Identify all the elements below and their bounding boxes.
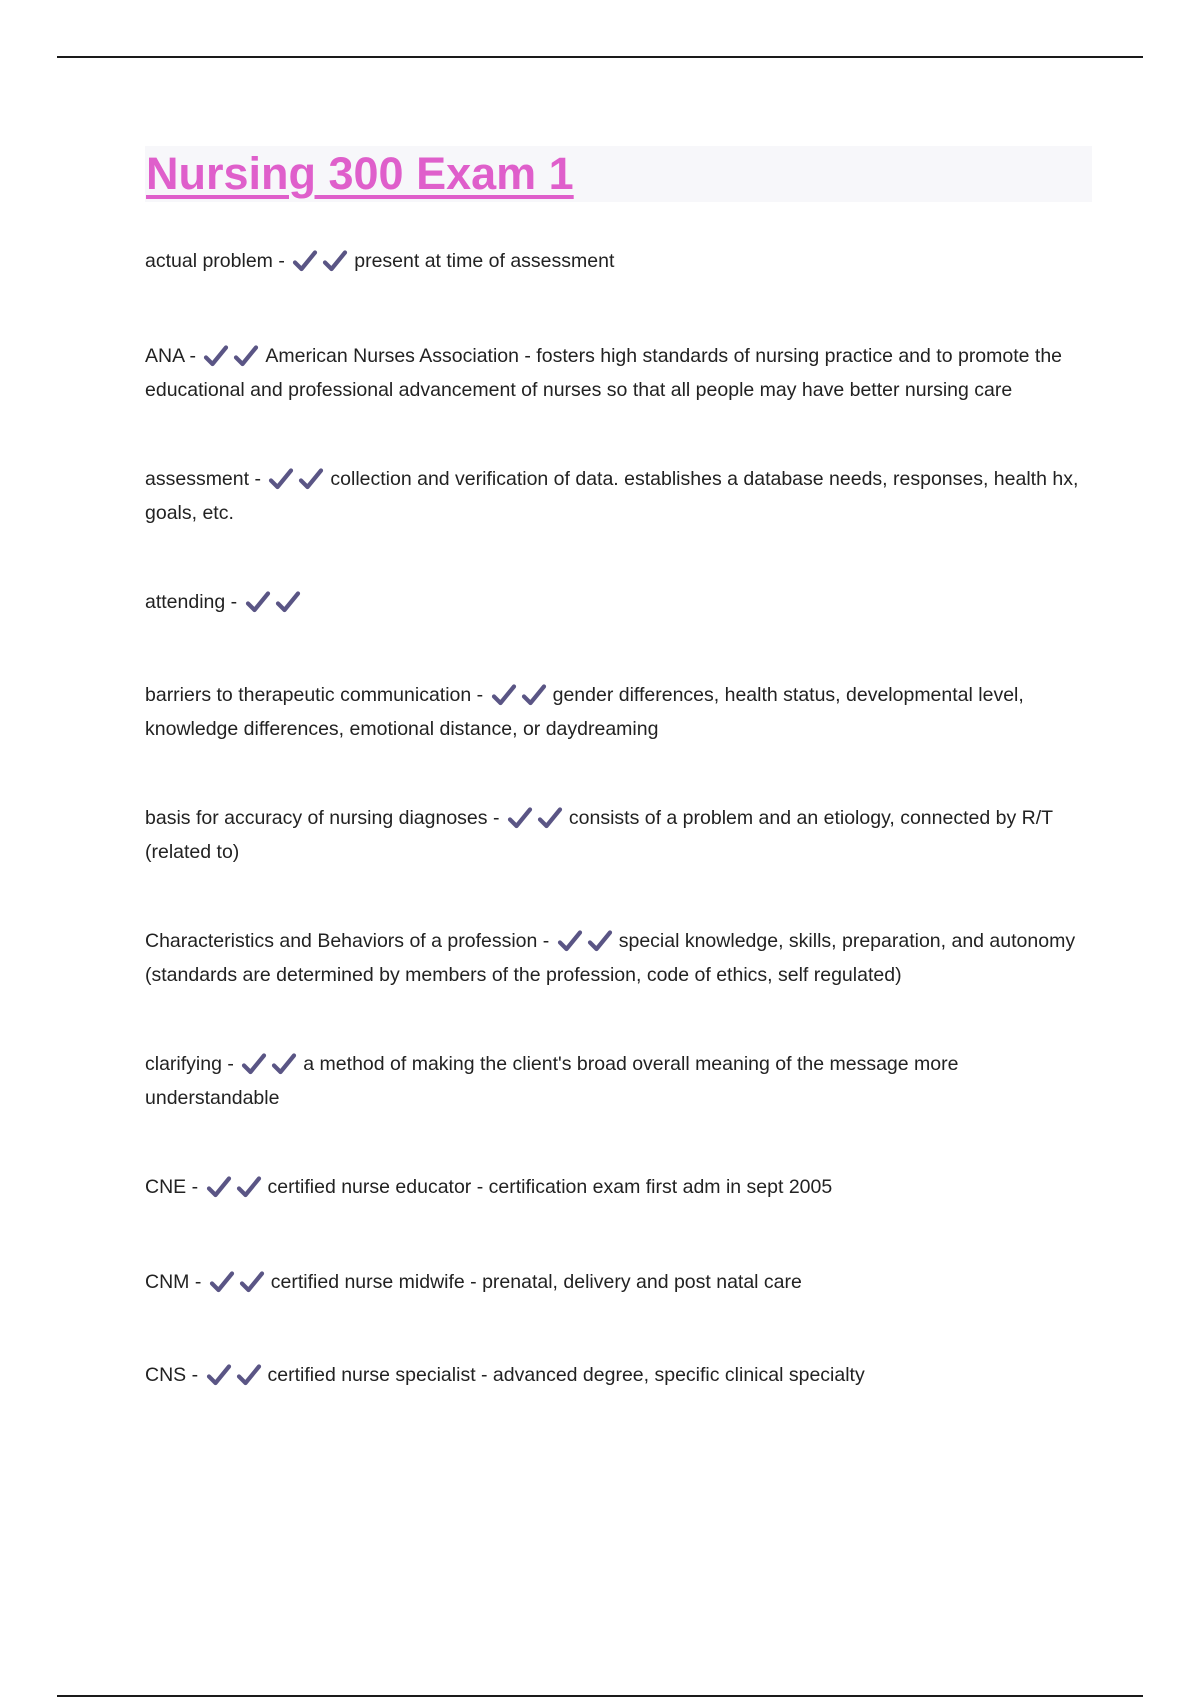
entry-term: CNM — [145, 1271, 190, 1293]
check-mark-icon — [236, 1363, 262, 1387]
check-pair — [209, 1270, 269, 1301]
entry-term: CNE — [145, 1176, 187, 1198]
entry-separator: - — [186, 1176, 204, 1198]
check-mark-icon — [298, 467, 324, 491]
entry-definition: certified nurse midwife - prenatal, delivery and post natal care — [270, 1271, 802, 1293]
entry-definition: a method of making the client's broad overall meaning of the message more understandable — [145, 1053, 959, 1109]
check-mark-icon — [587, 929, 613, 953]
check-pair — [241, 1052, 301, 1083]
check-pair — [203, 344, 263, 375]
entry-separator: - — [537, 930, 555, 952]
entry-separator: - — [471, 684, 489, 706]
check-mark-icon — [322, 249, 348, 273]
check-mark-icon — [268, 467, 294, 491]
check-mark-icon — [521, 683, 547, 707]
list-item — [145, 680, 1095, 745]
list-item — [145, 1360, 1095, 1394]
check-pair — [557, 929, 617, 960]
check-mark-icon — [209, 1270, 235, 1294]
entry-separator: - — [272, 250, 291, 272]
entry-term: attending — [145, 591, 226, 613]
entry-definition: consists of a problem and an etiology, connected by R/T (related to) — [145, 807, 1053, 863]
check-pair — [507, 806, 567, 837]
check-mark-icon — [206, 1363, 232, 1387]
list-item — [145, 1267, 1095, 1301]
entry-term: Characteristics and Behaviors of a profession — [145, 930, 538, 952]
list-item — [145, 246, 1095, 280]
check-mark-icon — [239, 1270, 265, 1294]
entry-term: clarifying — [145, 1053, 222, 1075]
entry-term: actual problem — [145, 250, 273, 272]
check-mark-icon — [275, 590, 301, 614]
entry-separator: - — [249, 468, 267, 490]
list-item — [145, 803, 1095, 868]
check-mark-icon — [233, 344, 259, 368]
check-pair — [206, 1363, 266, 1394]
check-mark-icon — [491, 683, 517, 707]
entry-separator: - — [186, 1364, 204, 1386]
check-mark-icon — [292, 249, 318, 273]
entry-definition: certified nurse specialist - advanced degree, specific clinical specialty — [267, 1364, 865, 1386]
check-pair — [268, 467, 328, 498]
entry-definition: special knowledge, skills, preparation, and autonomy (standards are determined by members of the profession, code of ethics, self regulated) — [145, 930, 1076, 986]
entry-definition: gender differences, health status, developmental level, knowledge differences, emotional distance, or daydreaming — [145, 684, 1024, 740]
check-mark-icon — [236, 1175, 262, 1199]
bottom-rule — [57, 1695, 1143, 1697]
top-rule — [57, 56, 1143, 58]
check-mark-icon — [245, 590, 271, 614]
entry-definition: collection and verification of data. establishes a database needs, responses, health hx, goals, etc. — [145, 468, 1079, 524]
entry-separator: - — [184, 345, 202, 367]
list-item — [145, 464, 1095, 529]
entry-term: CNS — [145, 1364, 187, 1386]
check-mark-icon — [557, 929, 583, 953]
list-item — [145, 587, 1095, 621]
check-pair — [292, 249, 352, 280]
check-pair — [206, 1175, 266, 1206]
entry-term: ANA — [145, 345, 185, 367]
check-mark-icon — [507, 806, 533, 830]
check-mark-icon — [206, 1175, 232, 1199]
check-mark-icon — [271, 1052, 297, 1076]
page-title: Nursing 300 Exam 1 — [146, 148, 574, 199]
entry-definition: American Nurses Association - fosters high standards of nursing practice and to promote the educational and professional advancement of nurses so that all people may have better nursing care — [145, 345, 1063, 401]
entry-separator: - — [221, 1053, 240, 1075]
entry-separator: - — [487, 807, 505, 829]
entry-separator: - — [189, 1271, 207, 1293]
entry-term: assessment — [145, 468, 250, 490]
list-item — [145, 1172, 1095, 1206]
entry-definition: present at time of assessment — [354, 250, 615, 272]
list-item — [145, 926, 1095, 991]
check-mark-icon — [203, 344, 229, 368]
entry-term: barriers to therapeutic communication — [145, 684, 472, 706]
check-mark-icon — [537, 806, 563, 830]
entry-term: basis for accuracy of nursing diagnoses — [145, 807, 488, 829]
check-mark-icon — [241, 1052, 267, 1076]
check-pair — [491, 683, 551, 714]
list-item — [145, 341, 1095, 406]
entry-separator: - — [225, 591, 243, 613]
list-item — [145, 1049, 1095, 1114]
check-pair — [245, 590, 305, 621]
entry-definition: certified nurse educator - certification exam first adm in sept 2005 — [267, 1176, 833, 1198]
